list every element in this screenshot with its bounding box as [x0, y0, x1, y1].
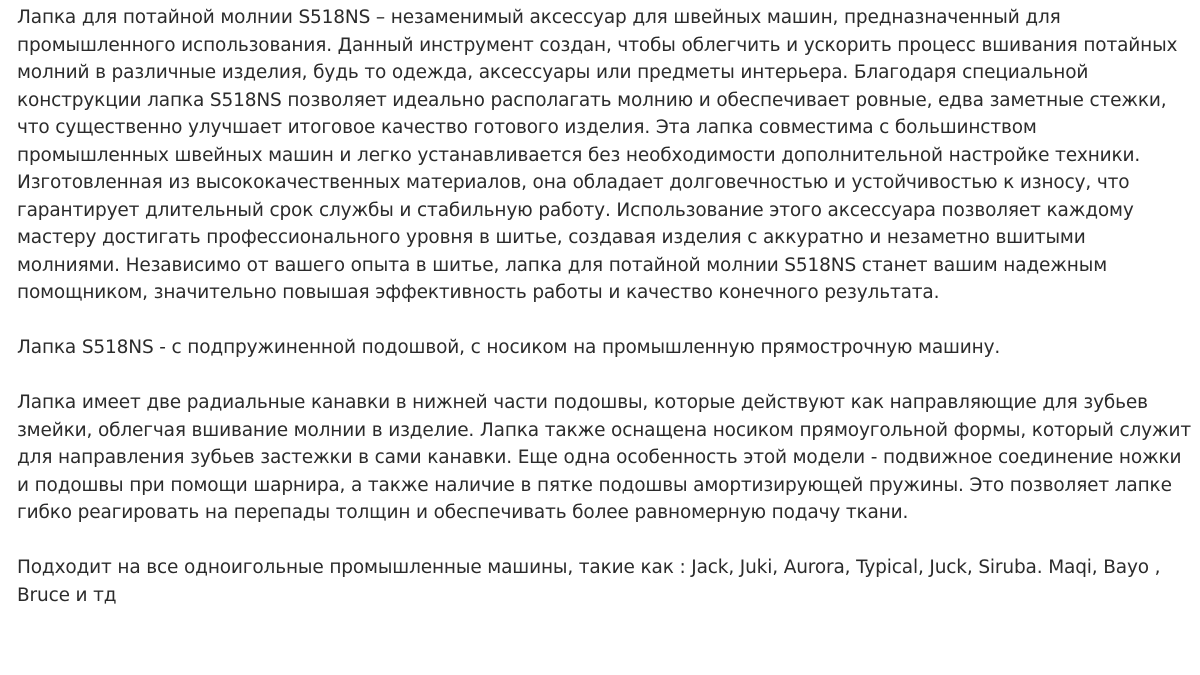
summary-paragraph: Лапка S518NS - с подпружиненной подошвой, с носиком на промышленную прямострочную машину.	[17, 337, 1001, 358]
description-paragraph: Лапка для потайной молнии S518NS – незаменимый аксессуар для швейных машин, предназначенный для промышленного использования. Данный инструмент создан, чтобы облегчить и ускорить процесс вшивания потайных молний в различные изделия, будь то одежда, аксессуары или предметы интерьера. Благодаря специальной конструкции лапка S518NS позволяет идеально располагать молнию и обеспечивает ровные, едва заметные стежки, что существенно улучшает итоговое качество готового изделия. Эта лапка совместима с большинством промышленных швейных машин и легко устанавливается без необходимости дополнительной настройке техники. Изготовленная из высококачественных материалов, она обладает долговечностью и устойчивостью к износу, что гарантирует длительный срок службы и стабильную работу. Использование этого аксессуара позволяет каждому мастеру достигать профессионального уровня в шитье, создавая изделия с аккуратно и незаметно вшитыми молниями. Независимо от вашего опыта в шитье, лапка для потайной молнии S518NS станет вашим надежным помощником, значительно повышая эффективность работы и качество конечного результата.	[17, 7, 1178, 303]
product-description	[17, 4, 1192, 609]
paragraph-spacer	[17, 527, 1192, 555]
compatibility-paragraph: Подходит на все одноигольные промышленные машины, такие как : Jack, Juki, Aurora, Typical, Juck, Siruba. Maqi, Bayo , Bruce и тд	[17, 557, 1161, 606]
paragraph-spacer	[17, 307, 1192, 335]
paragraph-spacer	[17, 362, 1192, 390]
features-paragraph: Лапка имеет две радиальные канавки в нижней части подошвы, которые действуют как направляющие для зубьев змейки, облегчая вшивание молнии в изделие. Лапка также оснащена носиком прямоугольной формы, который служит для направления зубьев застежки в сами канавки. Еще одна особенность этой модели - подвижное соединение ножки и подошвы при помощи шарнира, а также наличие в пятке подошвы амортизирующей пружины. Это позволяет лапке гибко реагировать на перепады толщин и обеспечивать более равномерную подачу ткани.	[17, 392, 1191, 523]
